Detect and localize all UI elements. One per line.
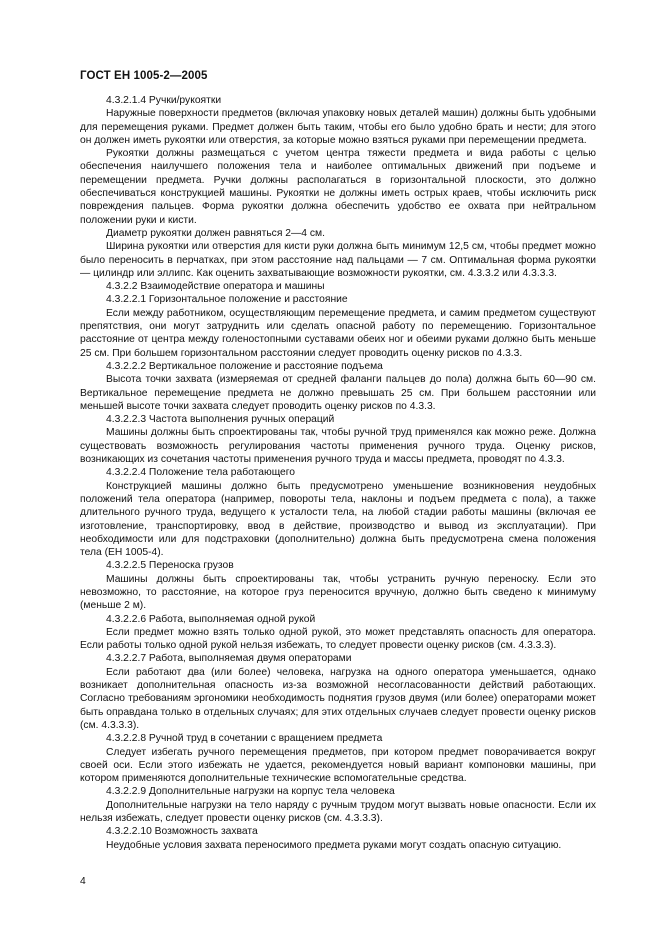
section-heading: 4.3.2.2 Взаимодействие оператора и машины [106, 281, 325, 293]
body-paragraph: Машины должны быть спроектированы так, чтобы ручной труд применялся как можно реже. Должна существовать возможность регулирования частоты применения ручного труда. Оценку рисков, возникающих из сочетания частоты применения ручного труда и массы предмета, проводят по 4.3.3. [80, 427, 596, 466]
section-heading: 4.3.2.2.2 Вертикальное положение и расстояние подъема [106, 360, 383, 372]
body-paragraph: Машины должны быть спроектированы так, чтобы устранить ручную переноску. Если это невозможно, то расстояние, на которое груз переносится вручную, должно быть сведено к минимуму (меньше 2 м). [80, 573, 596, 612]
section-heading: 4.3.2.2.8 Ручной труд в сочетании с вращением предмета [106, 733, 383, 745]
section-heading: 4.3.2.2.9 Дополнительные нагрузки на корпус тела человека [106, 786, 395, 798]
body-paragraph: Конструкцией машины должно быть предусмотрено уменьшение возникновения неудобных положений тела оператора (например, повороты тела, наклоны и подъем предмета с пола), а также длительного ручного труда, ведущего к усталости тела, на любой стадии работы машины (включая ее изготовление, транспортировку, ввод в действие, производство и вывод из эксплуатации). При необходимости или для подстраховки (дополнительно) должна быть предусмотрена смена положения тела (ЕН 1005-4). [80, 480, 596, 559]
body-paragraph: Неудобные условия захвата переносимого предмета руками могут создать опасную ситуацию. [106, 839, 562, 851]
section-heading: 4.3.2.2.3 Частота выполнения ручных операций [106, 414, 335, 426]
document-body [80, 94, 596, 852]
body-paragraph: Высота точки захвата (измеряемая от средней фаланги пальцев до пола) должна быть 60—90 см. Вертикальное перемещение предмета не должно превышать 25 см. При большем расстоянии или меньшей высоте точки захвата следует проводить оценку рисков по 4.3.3. [80, 374, 596, 412]
body-paragraph: Если работают два (или более) человека, нагрузка на одного оператора уменьшается, однако возникает дополнительная опасность из-за возможной несогласованности действий работающих. Согласно требованиям эргономики необходимость поднятия грузов двумя (или более) операторами может быть оправдана только в отдельных случаях; для этих отдельных случаев следует провести оценку рисков (см. 4.3.3.3). [80, 666, 596, 731]
section-heading: 4.3.2.2.7 Работа, выполняемая двумя операторами [106, 653, 352, 665]
body-paragraph: Ширина рукоятки или отверстия для кисти руки должна быть минимум 12,5 см, чтобы предмет можно было переносить в перчатках, при этом расстояние над пальцами — 7 см. Оптимальная форма рукоятки — цилиндр или эллипс. Как оценить захватывающие возможности рукоятки, см. 4.3.3.2 или 4.3.3.3. [80, 241, 596, 279]
section-heading: 4.3.2.2.6 Работа, выполняемая одной рукой [106, 613, 316, 625]
body-paragraph: Если предмет можно взять только одной рукой, это может представлять опасность для оператора. Если работы только одной рукой нельзя избежать, то следует провести оценку рисков (см. 4.3.3.3). [80, 626, 596, 652]
body-paragraph: Дополнительные нагрузки на тело наряду с ручным трудом могут вызвать новые опасности. Если их нельзя избежать, следует провести оценку рисков (см. 4.3.3.3). [80, 799, 596, 825]
section-heading: 4.3.2.1.4 Ручки/рукоятки [106, 95, 222, 106]
body-paragraph: Наружные поверхности предметов (включая упаковку новых деталей машин) должны быть удобными для перемещения руками. Предмет должен быть таким, чтобы его было удобно брать и нести; для этого он должен иметь рукоятки или отверстия, за которые можно взяться руками при перемещении предмета. [80, 108, 596, 146]
body-paragraph: Рукоятки должны размещаться с учетом центра тяжести предмета и вида работы с целью обеспечения наилучшего положения тела и наиболее оптимальных движений при подъеме и перемещении предмета. Ручки должны располагаться в горизонтальной плоскости, это должно обеспечиваться конструкцией машины. Рукоятки не должны иметь острых краев, чтобы исключить риск повреждения пальцев. Форма рукоятки должна обеспечить удобство ее охвата при нейтральном положении руки и кисти. [80, 148, 596, 226]
section-heading: 4.3.2.2.4 Положение тела работающего [106, 467, 296, 479]
body-paragraph: Следует избегать ручного перемещения предметов, при котором предмет поворачивается вокруг своей оси. Если этого избежать не удается, рекомендуется новый вариант компоновки машины, при котором применяются дополнительные технические вспомогательные средства. [80, 746, 596, 785]
section-heading: 4.3.2.2.1 Горизонтальное положение и расстояние [106, 294, 348, 306]
body-paragraph: Диаметр рукоятки должен равняться 2—4 см. [106, 227, 325, 239]
page-header: ГОСТ ЕН 1005-2—2005 [80, 70, 208, 82]
body-paragraph: Если между работником, осуществляющим перемещение предмета, и самим предметом существуют препятствия, они могут затруднить или сделать опасной работу по перемещению. Горизонтальное расстояние от центра между голеностопными суставами обеих ног и обеими руками должно быть меньше 25 см. При большем горизонтальном расстоянии следует проводить оценку рисков по 4.3.3. [80, 307, 596, 359]
section-heading: 4.3.2.2.5 Переноска грузов [106, 560, 234, 572]
section-heading: 4.3.2.2.10 Возможность захвата [106, 826, 258, 838]
page-number: 4 [80, 876, 86, 887]
